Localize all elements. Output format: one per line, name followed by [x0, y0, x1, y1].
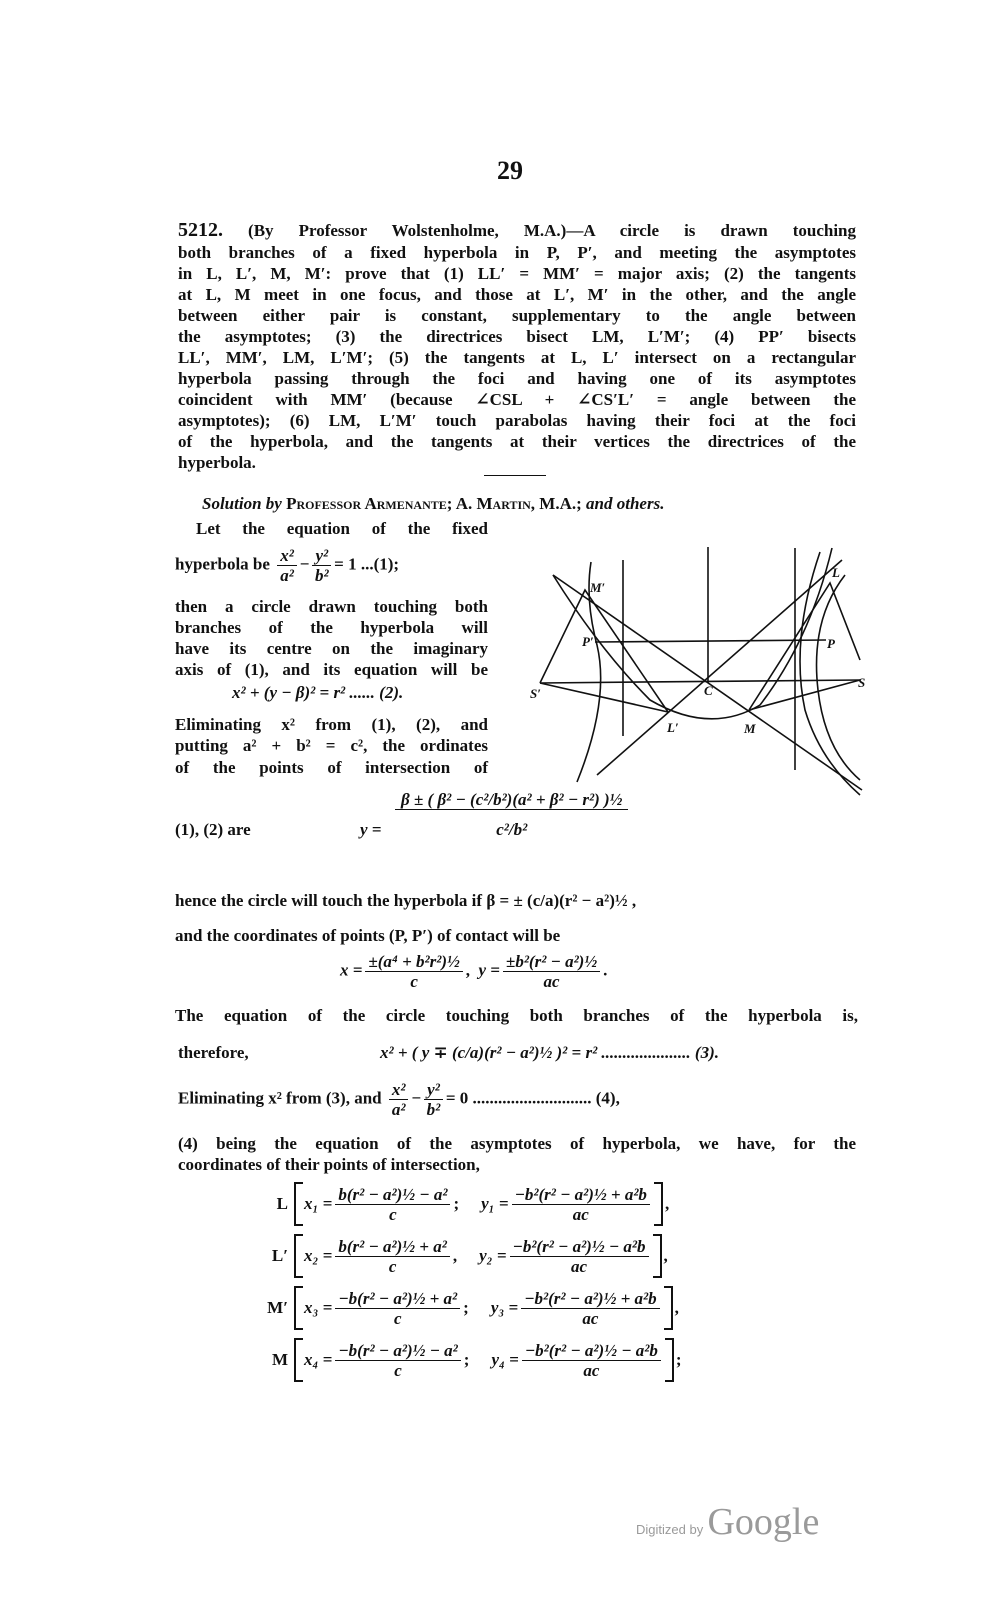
solution-author: ; A. Martin, M.A.;: [446, 494, 582, 513]
den: ac: [582, 1308, 599, 1328]
transverse-axis: [540, 680, 860, 683]
text: therefore,: [178, 1043, 249, 1062]
num: y²: [312, 546, 331, 566]
problem-line: in L, L′, M, M′: prove that (1) LL′ = MM′ = major axis; (2) the tangents: [178, 264, 856, 283]
y-label: y₂ =: [479, 1246, 507, 1265]
equation-4: Eliminating x² from (3), and $\frac{\text{x²}}{\text{a²}}$ − $\frac{\text{y²}}{\text{b²}}$ = 0 ............................ (4),: [178, 1080, 620, 1119]
label-l: L: [832, 565, 840, 580]
problem-line: at L, M meet in one focus, and those at L′, M′ in the other, and the angle: [178, 285, 856, 304]
terminator: ,: [664, 1194, 670, 1213]
solution-byline: [202, 494, 664, 514]
equation-y: y =: [360, 820, 382, 839]
den: ac: [570, 1256, 588, 1276]
problem-line: coincident with MM′ (because ∠CSL + ∠CS′L′ = angle between the: [178, 390, 856, 409]
problem-line: [178, 220, 856, 241]
x-fraction: [335, 1237, 449, 1276]
point-label: L: [276, 1194, 288, 1213]
label-s: S: [858, 675, 866, 690]
bracket-close: [664, 1286, 673, 1330]
problem-text: —A circle is drawn touching: [566, 221, 857, 240]
asymptote-2: [597, 560, 842, 775]
num: ±b²(r² − a²)½: [503, 952, 600, 972]
y-label: y₄ =: [491, 1350, 519, 1369]
text-line: (4) being the equation of the asymptotes of hyperbola, we have, for the: [178, 1134, 856, 1153]
x-label: x₁ =: [304, 1194, 333, 1213]
label-p-prime: P′: [582, 634, 594, 649]
label-m-prime: M′: [590, 580, 606, 595]
x-label: x₄ =: [304, 1350, 333, 1369]
text: = 0 ............................ (4),: [445, 1088, 620, 1108]
label-c: C: [704, 683, 713, 698]
den: b²: [315, 566, 329, 585]
problem-author: (By Professor Wolstenholme, M.A.): [248, 221, 567, 240]
coordinates-bracket: [294, 1234, 662, 1278]
problem-line: LL′, MM′, LM, L′M′; (5) the tangents at L, L′ intersect on a rectangular: [178, 348, 856, 367]
bracket-open: [294, 1182, 303, 1226]
problem-line: hyperbola.: [178, 453, 256, 472]
line-s-l: [540, 683, 668, 712]
digitized-text: Digitized by: [636, 1522, 704, 1537]
problem-line: between either pair is constant, supplementary to the angle between: [178, 306, 856, 325]
bracket-close: [665, 1338, 674, 1382]
label-l-prime: L′: [667, 720, 679, 735]
tangent-lines-left: [540, 590, 668, 712]
solution-others: and others.: [586, 494, 665, 513]
separator: ;: [453, 1194, 460, 1213]
text-line: and the coordinates of points (P, P′) of contact will be: [175, 926, 561, 945]
text: Eliminating x² from (3), and: [178, 1088, 382, 1108]
x-fraction: [335, 1185, 450, 1224]
x-label: x₂ =: [304, 1246, 333, 1265]
y-fraction: [522, 1341, 661, 1380]
den: b²: [426, 1100, 441, 1119]
den: c: [388, 1256, 397, 1276]
den: c²/b²: [496, 820, 528, 839]
num: y²: [424, 1080, 443, 1100]
equation-3: x² + ( y ∓ (c/a)(r² − a²)½ )² = r² ..................... (3).: [380, 1043, 719, 1062]
text-line: The equation of the circle touching both branches of the hyperbola is,: [175, 1006, 858, 1025]
x-fraction: [335, 1289, 460, 1328]
point-label: M: [271, 1350, 288, 1369]
point-label: M′: [267, 1298, 288, 1317]
num: x²: [389, 1080, 409, 1100]
num: −b²(r² − a²)½ − a²b: [522, 1341, 661, 1361]
label-m: M: [744, 721, 756, 736]
text-line: hence the circle will touch the hyperbola if β = ± (c/a)(r² − a²)½ ,: [175, 891, 637, 910]
hyperbola-figure: [510, 520, 870, 810]
x-label: x₃ =: [304, 1298, 333, 1317]
label-p: P: [827, 636, 835, 651]
point-coordinates-row: [258, 1286, 679, 1330]
num: −b(r² − a²)½ − a²: [335, 1341, 460, 1361]
bracket-open: [294, 1286, 303, 1330]
problem-line: hyperbola passing through the foci and having one of its asymptotes: [178, 369, 856, 388]
chord-pp: [595, 640, 826, 642]
problem-line: asymptotes); (6) LM, L′M′ touch parabolas having their foci at the foci: [178, 411, 856, 430]
bracket-open: [294, 1234, 303, 1278]
equation-2: x² + (y − β)² = r² ...... (2).: [232, 683, 404, 702]
text-line: have its centre on the imaginary: [175, 639, 488, 658]
den: ac: [583, 1360, 600, 1380]
equation-1: hyperbola be $\frac{\text{x²}}{\text{a²}}$ − $\frac{\text{y²}}{\text{b²}}$ = 1 ...(1);: [175, 546, 400, 585]
point-coordinates-row: [258, 1338, 682, 1382]
label-s-prime: S′: [530, 686, 541, 701]
text-line: then a circle drawn touching both: [175, 597, 488, 616]
solution-by: Solution by: [202, 494, 282, 513]
y-fraction: [512, 1185, 650, 1224]
y-label: y₁ =: [481, 1194, 509, 1213]
text-line: branches of the hyperbola will: [175, 618, 488, 637]
digitized-watermark: [636, 1500, 819, 1544]
num: −b(r² − a²)½ + a²: [335, 1289, 460, 1309]
point-coordinates-row: [258, 1182, 669, 1226]
text: (1), (2) are: [175, 820, 251, 839]
den: a²: [280, 566, 294, 585]
den: c: [410, 972, 418, 991]
num: b(r² − a²)½ − a²: [335, 1185, 450, 1205]
y-fraction: [510, 1237, 649, 1276]
y-fraction: [521, 1289, 659, 1328]
bracket-close: [653, 1234, 662, 1278]
page-number: 29: [497, 156, 523, 185]
den: ac: [572, 1204, 589, 1224]
den: a²: [391, 1100, 406, 1119]
num: −b²(r² − a²)½ + a²b: [512, 1185, 650, 1205]
num: −b²(r² − a²)½ − a²b: [510, 1237, 649, 1257]
text-line: putting a² + b² = c², the ordinates: [175, 736, 488, 755]
den: c: [394, 1360, 402, 1380]
google-logo: Google: [707, 1501, 820, 1543]
x-fraction: [335, 1341, 460, 1380]
separator: ;: [463, 1350, 470, 1369]
text-line: of the points of intersection of: [175, 758, 488, 777]
tangent-lines-right: [749, 583, 860, 710]
den: c: [393, 1308, 402, 1328]
num: β ± ( β² − (c²/b²)(a² + β² − r²) )½: [395, 790, 628, 810]
text-line: Let the equation of the fixed: [196, 519, 488, 538]
text-line: axis of (1), and its equation will be: [175, 660, 488, 679]
text-line: coordinates of their points of intersection,: [178, 1155, 480, 1174]
num: x²: [277, 546, 297, 566]
coordinates-bracket: [294, 1286, 673, 1330]
text: hyperbola be: [175, 554, 270, 574]
terminator: ;: [675, 1350, 682, 1369]
coordinates-bracket: [294, 1182, 663, 1226]
problem-line: of the hyperbola, and the tangents at their vertices the directrices of the: [178, 432, 856, 451]
problem-line: both branches of a fixed hyperbola in P, P′, and meeting the asymptotes: [178, 243, 856, 262]
bracket-close: [654, 1182, 663, 1226]
y-label: y₃ =: [490, 1298, 519, 1317]
coordinates-bracket: [294, 1338, 674, 1382]
den: c: [389, 1204, 397, 1224]
num: −b²(r² − a²)½ + a²b: [521, 1289, 659, 1309]
point-label: L′: [271, 1246, 288, 1265]
point-coordinates-row: [258, 1234, 668, 1278]
equation-contact: x = $\frac{\text{±(a⁴ + b²r²)½}}{c}$ , y = $\frac{\text{±b²(r² − a²)½}}{ac}$ .: [340, 952, 608, 991]
terminator: ,: [674, 1298, 679, 1317]
terminator: ,: [663, 1246, 668, 1265]
problem-number: 5212.: [178, 219, 223, 241]
num: ±(a⁴ + b²r²)½: [365, 952, 462, 972]
separator: ;: [463, 1298, 469, 1317]
bracket-open: [294, 1338, 303, 1382]
num: b(r² − a²)½ + a²: [335, 1237, 449, 1257]
divider: [484, 475, 546, 476]
text-line: Eliminating x² from (1), (2), and: [175, 715, 488, 734]
text: = 1 ...(1);: [334, 554, 400, 574]
hyperbola-right-branch: [800, 552, 860, 795]
solution-author: Professor Armenante: [286, 494, 447, 513]
separator: ,: [452, 1246, 458, 1265]
problem-line: the asymptotes; (3) the directrices bisect LM, L′M′; (4) PP′ bisects: [178, 327, 856, 346]
equation-y-fraction: [392, 790, 631, 850]
den: ac: [543, 972, 560, 991]
